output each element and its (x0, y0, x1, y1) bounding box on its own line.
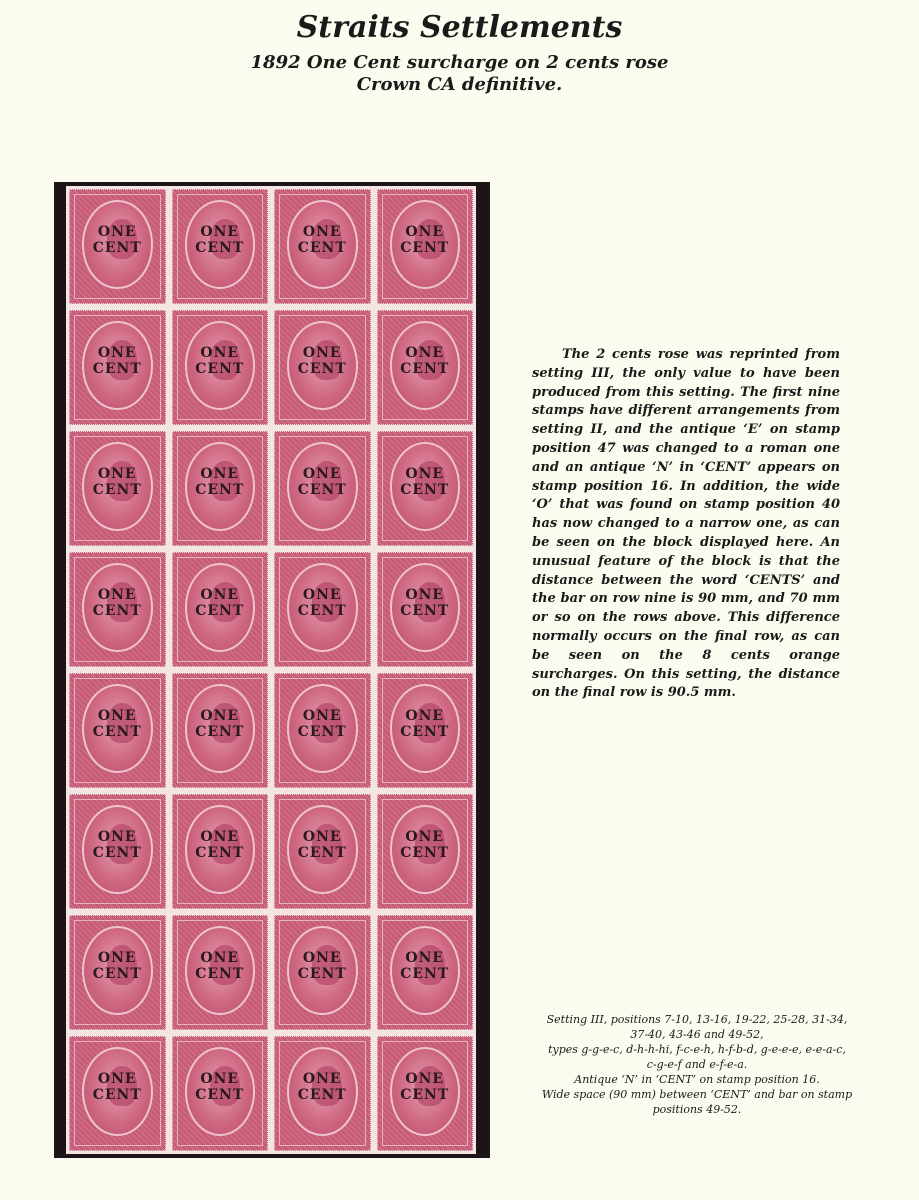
stamp-surcharge (173, 708, 268, 740)
stamp (377, 1036, 474, 1151)
stamp (69, 189, 166, 304)
surcharge-line-2: CENT (195, 360, 245, 377)
caption-line-1: Setting III, positions 7-10, 13-16, 19-22, 25-28, 31-34, (546, 1013, 848, 1026)
surcharge-line-2: CENT (195, 1086, 245, 1103)
surcharge-line-1: ONE (405, 707, 445, 724)
stamp (69, 915, 166, 1030)
stamp-surcharge (378, 224, 473, 256)
surcharge-line-2: CENT (92, 360, 142, 377)
surcharge-line-1: ONE (302, 828, 342, 845)
stamp (377, 673, 474, 788)
caption-line-3: types g-g-e-c, d-h-h-hi, f-c-e-h, h-f-b-d, g-e-e-e, e-e-a-c, (548, 1043, 846, 1056)
caption-line-5: Antique ‘N’ in ‘CENT’ on stamp position 16. (574, 1073, 820, 1086)
stamp (172, 189, 269, 304)
stamp-surcharge (173, 466, 268, 498)
stamp (377, 915, 474, 1030)
subtitle-line-2: Crown CA definitive. (356, 74, 563, 95)
stamp-surcharge (378, 708, 473, 740)
surcharge-line-2: CENT (400, 602, 450, 619)
surcharge-line-2: CENT (400, 239, 450, 256)
stamp-surcharge (70, 1071, 165, 1103)
stamp (274, 310, 371, 425)
surcharge-line-2: CENT (297, 602, 347, 619)
surcharge-line-1: ONE (97, 223, 137, 240)
surcharge-line-1: ONE (97, 586, 137, 603)
stamp (172, 915, 269, 1030)
surcharge-line-1: ONE (97, 828, 137, 845)
stamp-surcharge (378, 345, 473, 377)
surcharge-line-1: ONE (200, 1070, 240, 1087)
caption-line-7: positions 49-52. (652, 1103, 742, 1116)
surcharge-line-1: ONE (97, 465, 137, 482)
stamp (69, 552, 166, 667)
surcharge-line-2: CENT (297, 1086, 347, 1103)
stamp (172, 1036, 269, 1151)
stamp-surcharge (173, 587, 268, 619)
surcharge-line-1: ONE (405, 1070, 445, 1087)
stamp-surcharge (173, 224, 268, 256)
stamp (69, 673, 166, 788)
surcharge-line-2: CENT (400, 360, 450, 377)
stamp (69, 310, 166, 425)
stamp (172, 794, 269, 909)
surcharge-line-1: ONE (302, 707, 342, 724)
stamp-surcharge (378, 587, 473, 619)
stamp-surcharge (378, 466, 473, 498)
surcharge-line-1: ONE (200, 949, 240, 966)
surcharge-line-1: ONE (200, 344, 240, 361)
surcharge-line-2: CENT (297, 965, 347, 982)
surcharge-line-1: ONE (302, 586, 342, 603)
surcharge-line-2: CENT (195, 844, 245, 861)
stamp (69, 794, 166, 909)
surcharge-line-2: CENT (297, 723, 347, 740)
stamp-surcharge (378, 829, 473, 861)
surcharge-line-1: ONE (302, 465, 342, 482)
surcharge-line-1: ONE (405, 828, 445, 845)
surcharge-line-2: CENT (92, 723, 142, 740)
surcharge-line-2: CENT (297, 360, 347, 377)
surcharge-line-2: CENT (297, 481, 347, 498)
stamp-surcharge (275, 224, 370, 256)
surcharge-line-1: ONE (200, 223, 240, 240)
stamp (274, 189, 371, 304)
surcharge-line-1: ONE (405, 465, 445, 482)
stamp-surcharge (275, 466, 370, 498)
stamp (172, 673, 269, 788)
stamp-surcharge (173, 829, 268, 861)
surcharge-line-2: CENT (92, 602, 142, 619)
stamp-surcharge (70, 587, 165, 619)
surcharge-line-1: ONE (302, 1070, 342, 1087)
stamp-surcharge (378, 950, 473, 982)
surcharge-line-1: ONE (97, 344, 137, 361)
stamp-surcharge (70, 950, 165, 982)
surcharge-line-1: ONE (97, 949, 137, 966)
stamp-block (66, 186, 476, 1154)
stamp-surcharge (275, 708, 370, 740)
surcharge-line-1: ONE (200, 586, 240, 603)
surcharge-line-1: ONE (200, 828, 240, 845)
surcharge-line-1: ONE (97, 1070, 137, 1087)
surcharge-line-2: CENT (400, 723, 450, 740)
stamp (69, 431, 166, 546)
stamp-mount (54, 182, 490, 1158)
surcharge-line-2: CENT (297, 844, 347, 861)
surcharge-line-2: CENT (92, 965, 142, 982)
subtitle-line-1: 1892 One Cent surcharge on 2 cents rose (250, 52, 669, 73)
surcharge-line-2: CENT (195, 723, 245, 740)
surcharge-line-2: CENT (400, 844, 450, 861)
surcharge-line-2: CENT (92, 844, 142, 861)
surcharge-line-1: ONE (405, 949, 445, 966)
stamp (172, 310, 269, 425)
stamp (172, 431, 269, 546)
stamp-surcharge (275, 345, 370, 377)
stamp (377, 189, 474, 304)
stamp-surcharge (70, 224, 165, 256)
surcharge-line-2: CENT (195, 602, 245, 619)
surcharge-line-1: ONE (302, 223, 342, 240)
stamp-surcharge (173, 950, 268, 982)
surcharge-line-1: ONE (200, 465, 240, 482)
caption-line-2: 37-40, 43-46 and 49-52, (630, 1028, 764, 1041)
surcharge-line-2: CENT (400, 965, 450, 982)
caption-line-4: c-g-e-f and e-f-e-a. (646, 1058, 748, 1071)
surcharge-line-2: CENT (92, 1086, 142, 1103)
stamp-surcharge (275, 587, 370, 619)
surcharge-line-2: CENT (400, 481, 450, 498)
stamp-surcharge (70, 829, 165, 861)
stamp (377, 310, 474, 425)
stamp (274, 552, 371, 667)
stamp (377, 431, 474, 546)
surcharge-line-1: ONE (200, 707, 240, 724)
stamp (274, 794, 371, 909)
stamp-surcharge (275, 1071, 370, 1103)
stamp (69, 1036, 166, 1151)
stamp (274, 431, 371, 546)
surcharge-line-2: CENT (92, 481, 142, 498)
caption-line-6: Wide space (90 mm) between ‘CENT’ and bar on stamp (541, 1088, 853, 1101)
stamp (274, 1036, 371, 1151)
stamp-surcharge (275, 829, 370, 861)
stamp-surcharge (173, 345, 268, 377)
stamp (377, 552, 474, 667)
surcharge-line-1: ONE (302, 949, 342, 966)
page-title: Straits Settlements (296, 10, 623, 45)
stamp-surcharge (275, 950, 370, 982)
surcharge-line-2: CENT (297, 239, 347, 256)
surcharge-line-2: CENT (400, 1086, 450, 1103)
stamp-surcharge (173, 1071, 268, 1103)
surcharge-line-2: CENT (195, 965, 245, 982)
surcharge-line-1: ONE (302, 344, 342, 361)
stamp (274, 915, 371, 1030)
surcharge-line-2: CENT (92, 239, 142, 256)
stamp (274, 673, 371, 788)
surcharge-line-1: ONE (97, 707, 137, 724)
stamp (377, 794, 474, 909)
stamp-surcharge (70, 708, 165, 740)
stamp (172, 552, 269, 667)
stamp-surcharge (378, 1071, 473, 1103)
block-caption (522, 1012, 872, 1117)
surcharge-line-1: ONE (405, 344, 445, 361)
page-subtitle (0, 52, 919, 96)
surcharge-line-2: CENT (195, 481, 245, 498)
stamp-surcharge (70, 466, 165, 498)
surcharge-line-2: CENT (195, 239, 245, 256)
surcharge-line-1: ONE (405, 586, 445, 603)
surcharge-line-1: ONE (405, 223, 445, 240)
description-text: The 2 cents rose was reprinted from setting III, the only value to have been produced from this setting. The first nine stamps have different arrangements from setting II, and the antique ‘E’ on stamp position 47 was changed to a roman one and an antique ‘N’ in ‘CENT’ appears on stamp position 16. In addition, the wide ‘O’ that was found on stamp position 40 has now changed to a narrow one, as can be seen on the block displayed here. An unusual feature of the block is that the distance between the word ‘CENTS’ and the bar on row nine is 90 mm, and 70 mm or so on the rows above. This difference normally occurs on the final row, as can be seen on the 8 cents orange surcharges. On this setting, the distance on the final row is 90.5 mm. (532, 347, 840, 701)
stamp-surcharge (70, 345, 165, 377)
